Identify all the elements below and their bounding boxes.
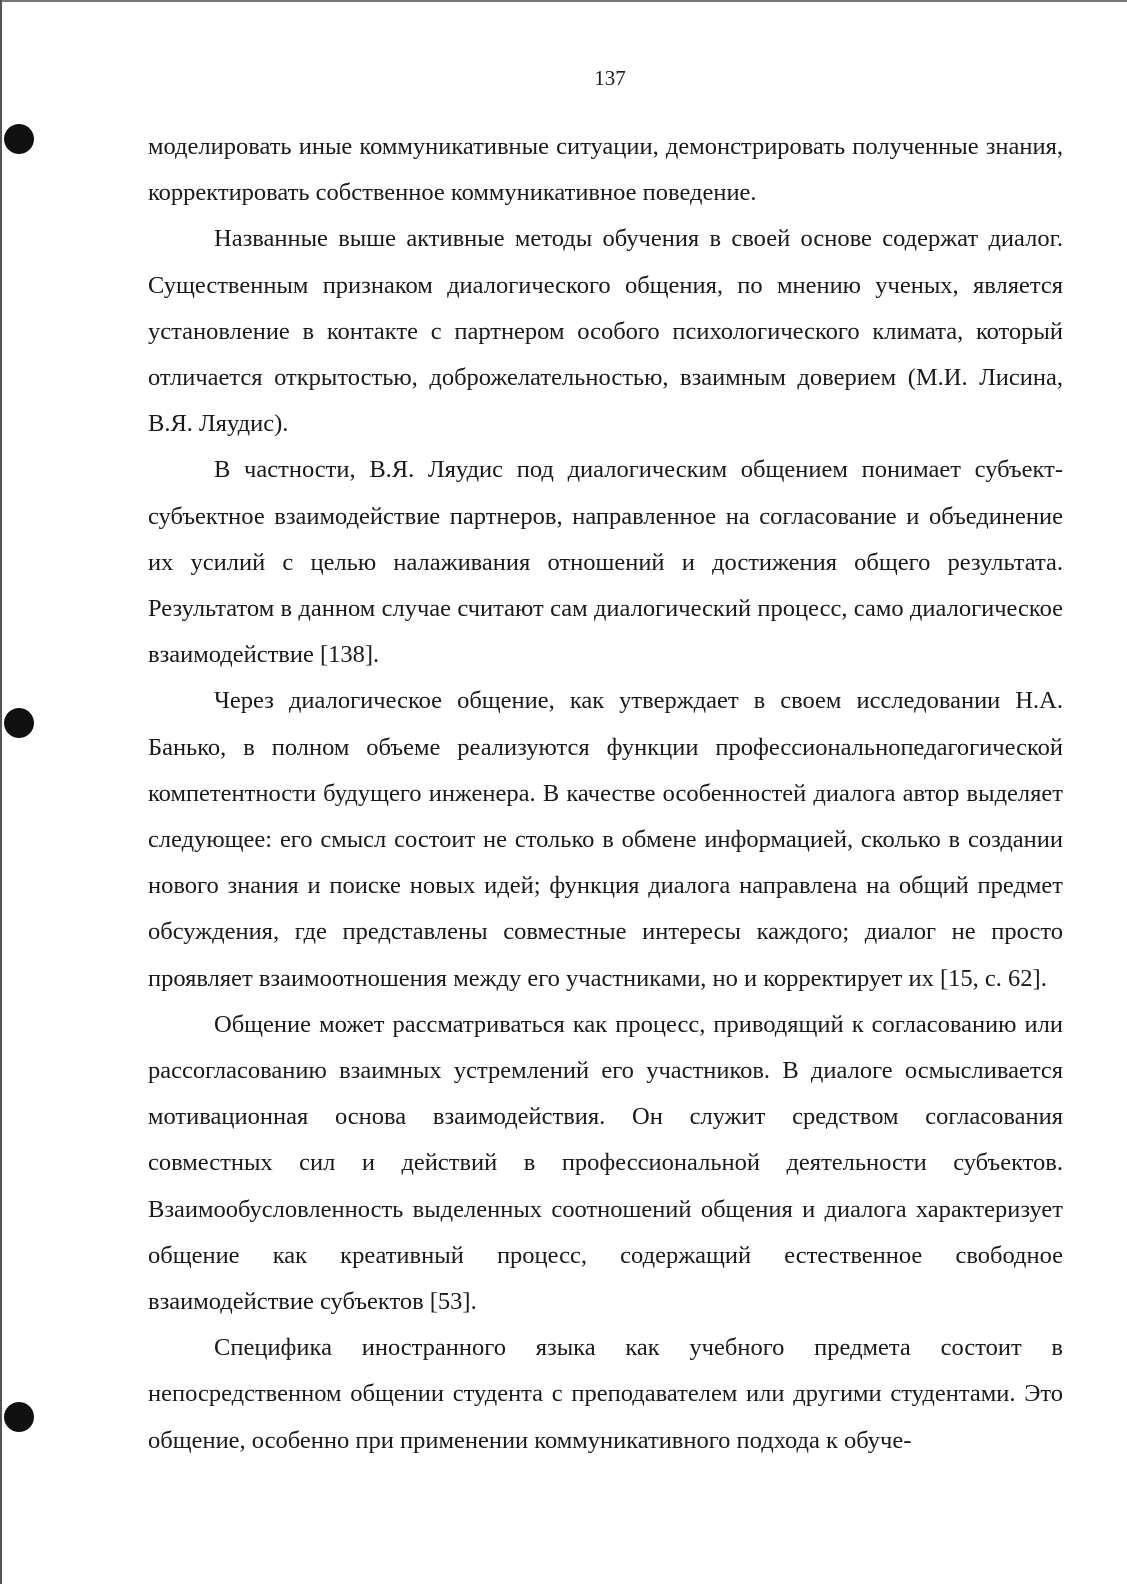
paragraph-banko: Через диалогическое общение, как утверждает в своем исследовании Н.А. Банько, в полном объеме реализуются функции профессиональнопедагогической компетентности будущего инженера. В качестве особенностей диалога автор выделяет следующее: его смысл состоит не столько в обмене информацией, сколько в создании нового знания и поиске новых идей; функция диалога направлена на общий предмет обсуждения, где представлены совместные интересы каждого; диалог не просто проявляет взаимоотношения между его участниками, но и корректирует их [15, с. 62]. (148, 687, 1063, 992)
scan-top-edge (0, 0, 1127, 2)
paragraph-communication-process: Общение может рассматриваться как процесс, приводящий к согласованию или рассогласованию взаимных устремлений его участников. В диалоге осмысливается мотивационная основа взаимодействия. Он служит средством согласования совместных сил и действий в профессиональной деятельности субъектов. Взаимообусловленность выделенных соотношений общения и диалога характеризует общение как креативный процесс, содержащий естественное свободное взаимодействие субъектов [53]. (148, 1010, 1063, 1316)
paragraph-active-methods: Названные выше активные методы обучения в своей основе содержат диалог. Существенным признаком диалогического общения, по мнению ученых, является установление в контакте с партнером особого психологического климата, который отличается открытостью, доброжелательностью, взаимным доверием (М.И. Лисина, В.Я. Ляудис). (148, 225, 1063, 438)
punch-hole-bottom (4, 1402, 34, 1432)
scan-binding-edge (0, 0, 2, 1584)
document-body (148, 124, 1063, 1464)
paragraph-continuation: моделировать иные коммуникативные ситуации, демонстрировать полученные знания, корректировать собственное коммуникативное поведение. (148, 133, 1063, 207)
paragraph-foreign-language: Специфика иностранного языка как учебного предмета состоит в непосредственном общении студента с преподавателем или другими студентами. Это общение, особенно при применении коммуникативного подхода к обуче- (148, 1334, 1063, 1454)
punch-hole-top (4, 124, 34, 154)
paragraph-lyaudis: В частности, В.Я. Ляудис под диалогическим общением понимает субъект-субъектное взаимодействие партнеров, направленное на согласование и объединение их усилий с целью налаживания отношений и достижения общего результата. Результатом в данном случае считают сам диалогический процесс, само диалогическое взаимодействие [138]. (148, 456, 1063, 669)
page-number: 137 (594, 66, 626, 90)
punch-hole-middle (4, 708, 34, 738)
